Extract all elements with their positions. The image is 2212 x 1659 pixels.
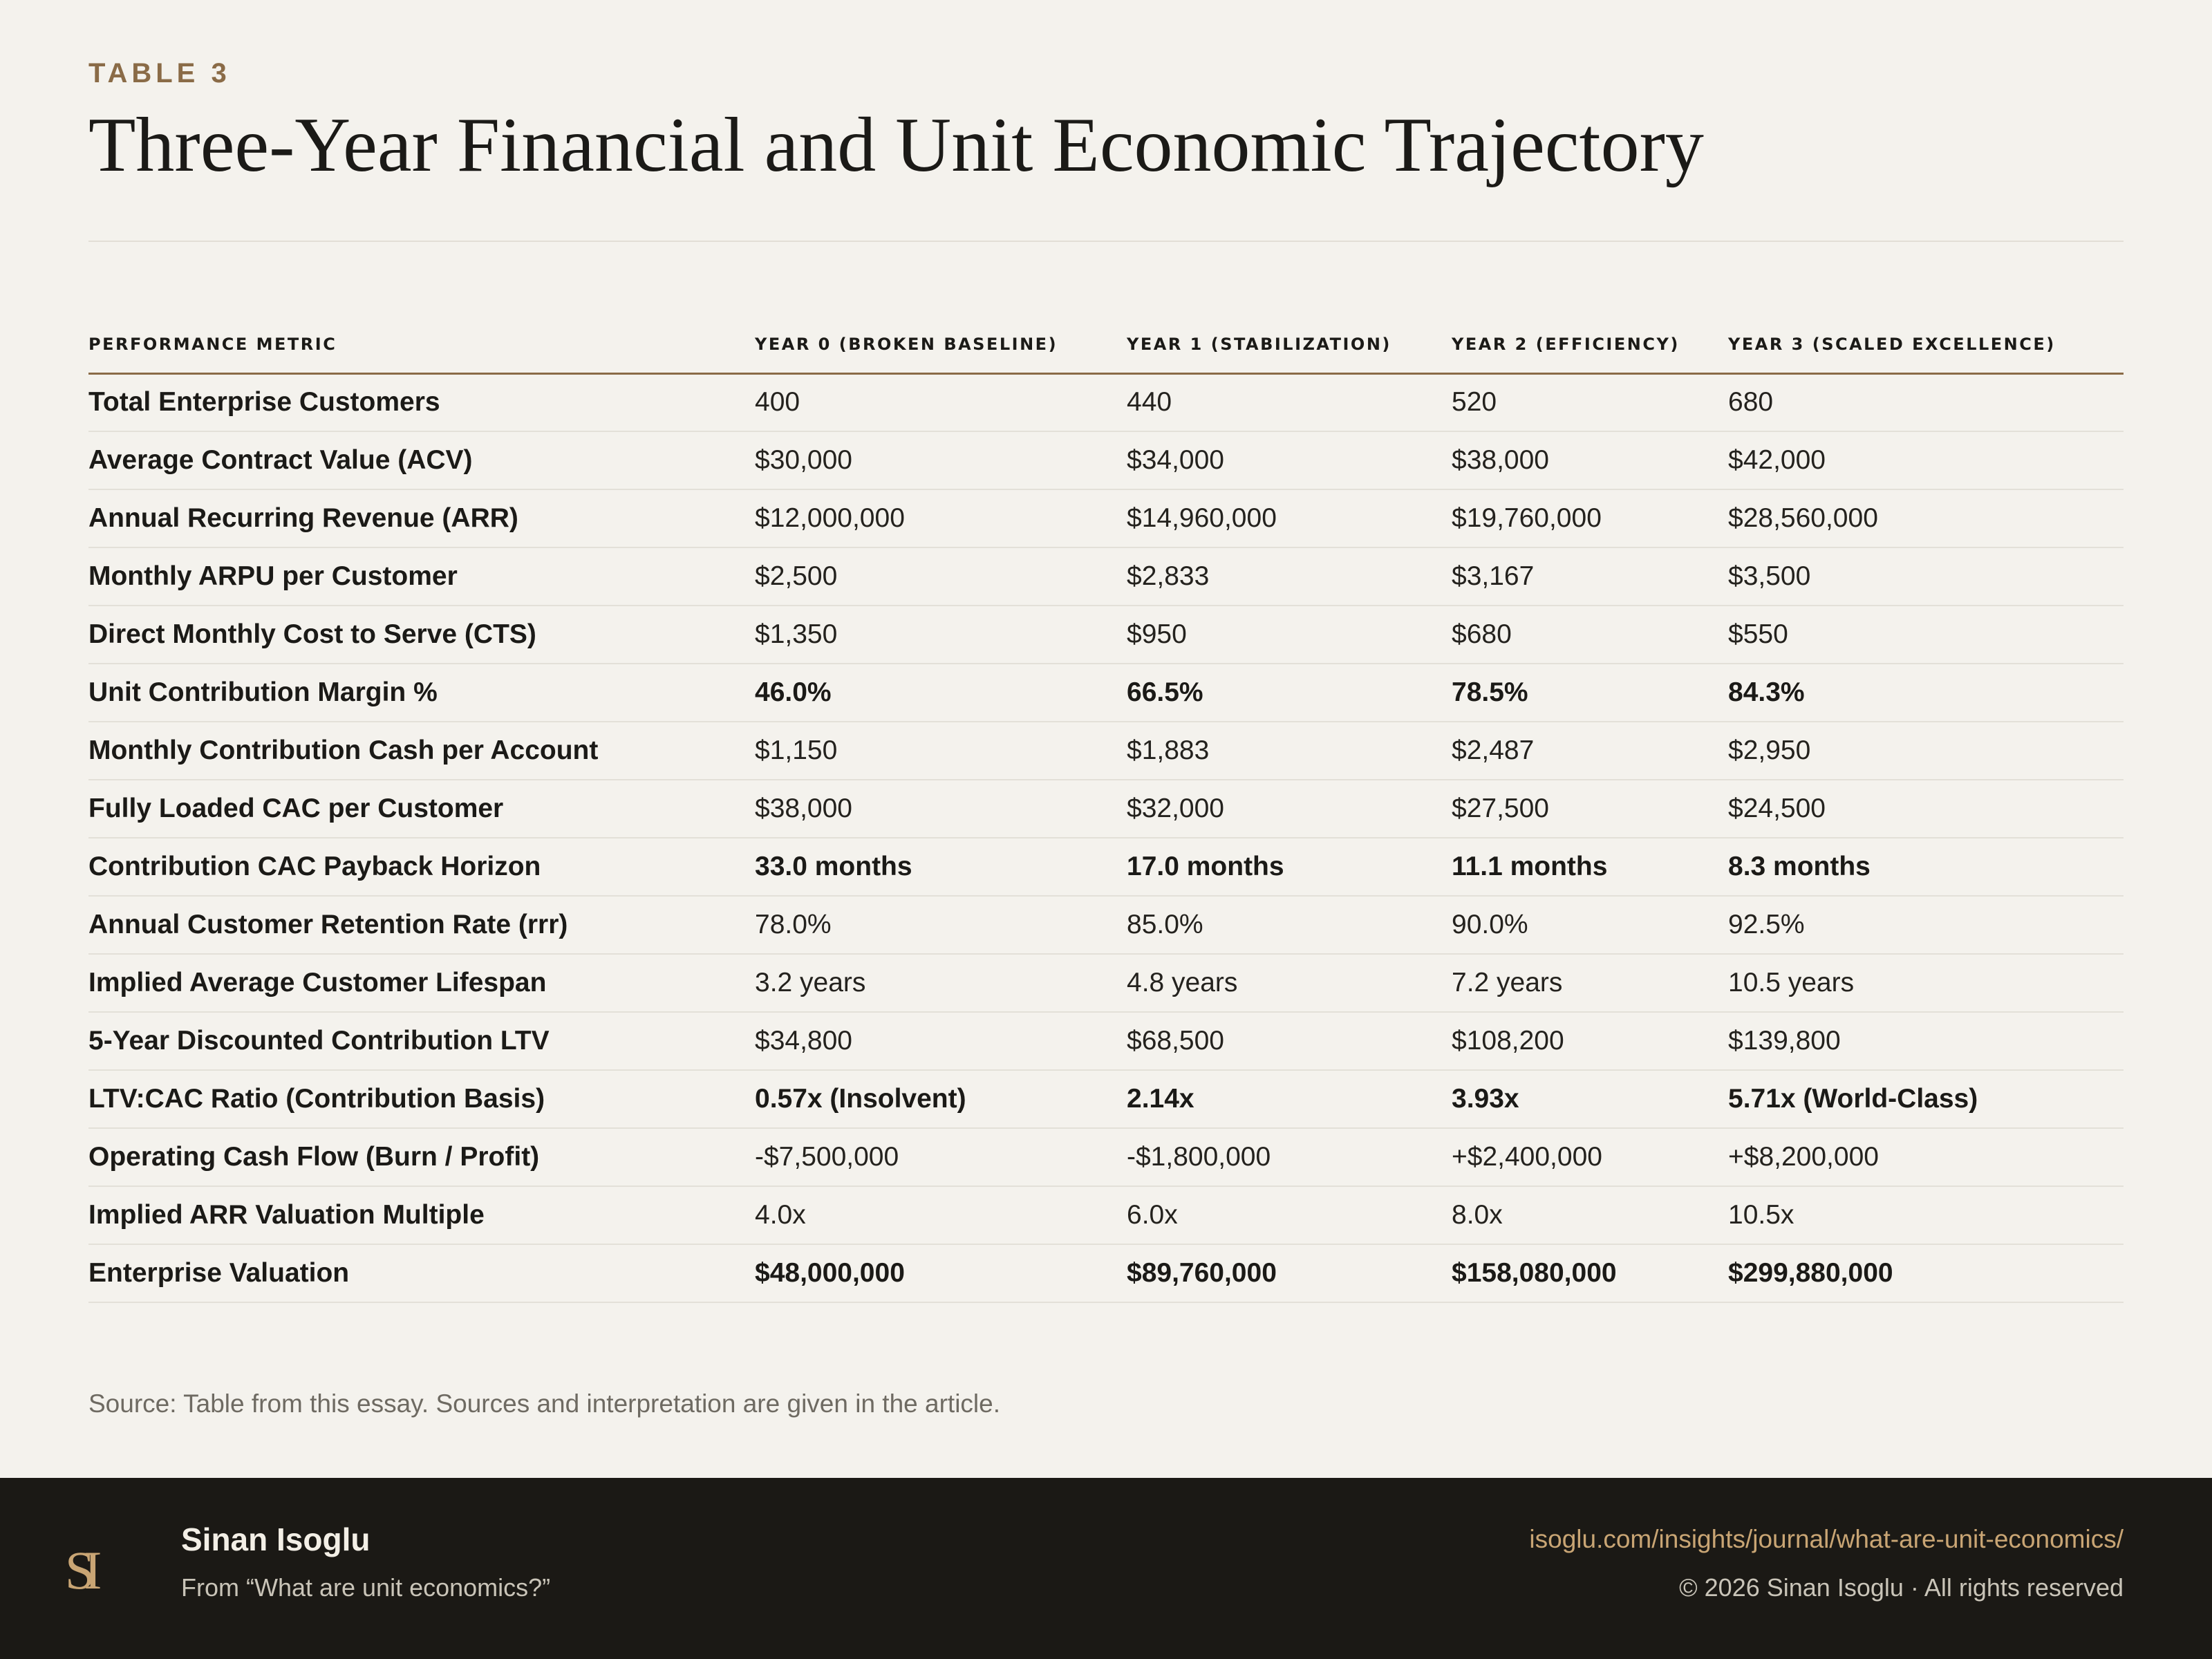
table-row [88, 606, 2124, 664]
column-header-metric: PERFORMANCE METRIC [88, 317, 755, 373]
metric-label: 5-Year Discounted Contribution LTV [88, 1012, 755, 1070]
metric-label: Total Enterprise Customers [88, 373, 755, 431]
year-0-value: $1,150 [755, 722, 1127, 780]
year-2-value: 8.0x [1452, 1186, 1728, 1244]
article-link[interactable]: isoglu.com/insights/journal/what-are-unit-economics/ [1529, 1525, 2124, 1553]
year-3-value: 84.3% [1728, 664, 2124, 722]
column-header-year-3: YEAR 3 (SCALED EXCELLENCE) [1728, 317, 2124, 373]
metric-label: Implied ARR Valuation Multiple [88, 1186, 755, 1244]
metrics-table [88, 317, 2124, 1303]
column-header-year-0: YEAR 0 (BROKEN BASELINE) [755, 317, 1127, 373]
year-1-value: $68,500 [1127, 1012, 1452, 1070]
metric-label: Average Contract Value (ACV) [88, 431, 755, 489]
year-3-value: 8.3 months [1728, 838, 2124, 896]
year-1-value: 440 [1127, 373, 1452, 431]
year-0-value: 3.2 years [755, 954, 1127, 1012]
year-3-value: $28,560,000 [1728, 489, 2124, 547]
year-1-value: 2.14x [1127, 1070, 1452, 1128]
year-3-value: $2,950 [1728, 722, 2124, 780]
year-0-value: $48,000,000 [755, 1244, 1127, 1302]
metric-label: Operating Cash Flow (Burn / Profit) [88, 1128, 755, 1186]
table-row [88, 838, 2124, 896]
year-1-value: $32,000 [1127, 780, 1452, 838]
year-0-value: $12,000,000 [755, 489, 1127, 547]
year-1-value: $2,833 [1127, 547, 1452, 606]
year-1-value: 6.0x [1127, 1186, 1452, 1244]
year-2-value: 3.93x [1452, 1070, 1728, 1128]
column-header-year-2: YEAR 2 (EFFICIENCY) [1452, 317, 1728, 373]
year-3-value: 10.5x [1728, 1186, 2124, 1244]
title-divider [88, 241, 2124, 242]
year-1-value: $950 [1127, 606, 1452, 664]
metric-label: Direct Monthly Cost to Serve (CTS) [88, 606, 755, 664]
table-row [88, 780, 2124, 838]
year-3-value: $42,000 [1728, 431, 2124, 489]
year-2-value: 11.1 months [1452, 838, 1728, 896]
year-2-value: $108,200 [1452, 1012, 1728, 1070]
year-0-value: 33.0 months [755, 838, 1127, 896]
author-name: Sinan Isoglu [181, 1521, 371, 1557]
metric-label: Monthly ARPU per Customer [88, 547, 755, 606]
year-0-value: -$7,500,000 [755, 1128, 1127, 1186]
table-row [88, 1128, 2124, 1186]
table-row [88, 1070, 2124, 1128]
year-2-value: $2,487 [1452, 722, 1728, 780]
year-0-value: 400 [755, 373, 1127, 431]
year-1-value: 85.0% [1127, 896, 1452, 954]
year-1-value: 17.0 months [1127, 838, 1452, 896]
year-2-value: $158,080,000 [1452, 1244, 1728, 1302]
year-1-value: $89,760,000 [1127, 1244, 1452, 1302]
year-0-value: $1,350 [755, 606, 1127, 664]
year-0-value: $34,800 [755, 1012, 1127, 1070]
metric-label: Annual Recurring Revenue (ARR) [88, 489, 755, 547]
metric-label: Enterprise Valuation [88, 1244, 755, 1302]
year-1-value: $14,960,000 [1127, 489, 1452, 547]
column-header-year-1: YEAR 1 (STABILIZATION) [1127, 317, 1452, 373]
year-3-value: $3,500 [1728, 547, 2124, 606]
year-3-value: 680 [1728, 373, 2124, 431]
year-2-value: $3,167 [1452, 547, 1728, 606]
year-3-value: $24,500 [1728, 780, 2124, 838]
metric-label: Annual Customer Retention Rate (rrr) [88, 896, 755, 954]
table-row [88, 547, 2124, 606]
table-row [88, 1244, 2124, 1302]
table-row [88, 373, 2124, 431]
svg-text:SI: SI [65, 1540, 91, 1600]
year-3-value: 92.5% [1728, 896, 2124, 954]
year-1-value: $34,000 [1127, 431, 1452, 489]
year-2-value: $27,500 [1452, 780, 1728, 838]
year-1-value: $1,883 [1127, 722, 1452, 780]
metric-label: Implied Average Customer Lifespan [88, 954, 755, 1012]
metric-label: Monthly Contribution Cash per Account [88, 722, 755, 780]
source-note: Source: Table from this essay. Sources and interpretation are given in the article. [88, 1389, 1000, 1418]
year-2-value: $680 [1452, 606, 1728, 664]
year-0-value: $38,000 [755, 780, 1127, 838]
table-row [88, 896, 2124, 954]
year-3-value: +$8,200,000 [1728, 1128, 2124, 1186]
si-monogram-logo [65, 1539, 116, 1601]
year-0-value: $2,500 [755, 547, 1127, 606]
year-2-value: $38,000 [1452, 431, 1728, 489]
copyright-notice: © 2026 Sinan Isoglu · All rights reserved [1679, 1573, 2124, 1602]
table-row [88, 722, 2124, 780]
table-row [88, 431, 2124, 489]
year-3-value: 10.5 years [1728, 954, 2124, 1012]
table-row [88, 954, 2124, 1012]
year-2-value: 78.5% [1452, 664, 1728, 722]
metric-label: LTV:CAC Ratio (Contribution Basis) [88, 1070, 755, 1128]
table-eyebrow: TABLE 3 [88, 58, 231, 88]
year-2-value: 520 [1452, 373, 1728, 431]
table-row [88, 1186, 2124, 1244]
table-row [88, 1012, 2124, 1070]
year-1-value: 66.5% [1127, 664, 1452, 722]
year-2-value: $19,760,000 [1452, 489, 1728, 547]
metric-label: Fully Loaded CAC per Customer [88, 780, 755, 838]
metric-label: Unit Contribution Margin % [88, 664, 755, 722]
year-0-value: 46.0% [755, 664, 1127, 722]
year-3-value: 5.71x (World-Class) [1728, 1070, 2124, 1128]
year-0-value: 0.57x (Insolvent) [755, 1070, 1127, 1128]
year-2-value: +$2,400,000 [1452, 1128, 1728, 1186]
table-body [88, 373, 2124, 1302]
year-0-value: 4.0x [755, 1186, 1127, 1244]
metric-label: Contribution CAC Payback Horizon [88, 838, 755, 896]
year-3-value: $139,800 [1728, 1012, 2124, 1070]
table-header-row [88, 317, 2124, 373]
table-row [88, 489, 2124, 547]
year-2-value: 90.0% [1452, 896, 1728, 954]
table-row [88, 664, 2124, 722]
year-0-value: 78.0% [755, 896, 1127, 954]
year-3-value: $550 [1728, 606, 2124, 664]
year-3-value: $299,880,000 [1728, 1244, 2124, 1302]
page-title: Three-Year Financial and Unit Economic Trajectory [88, 102, 1704, 188]
year-2-value: 7.2 years [1452, 954, 1728, 1012]
year-1-value: 4.8 years [1127, 954, 1452, 1012]
footer [0, 1478, 2212, 1659]
article-reference: From “What are unit economics?” [181, 1573, 551, 1602]
year-1-value: -$1,800,000 [1127, 1128, 1452, 1186]
year-0-value: $30,000 [755, 431, 1127, 489]
